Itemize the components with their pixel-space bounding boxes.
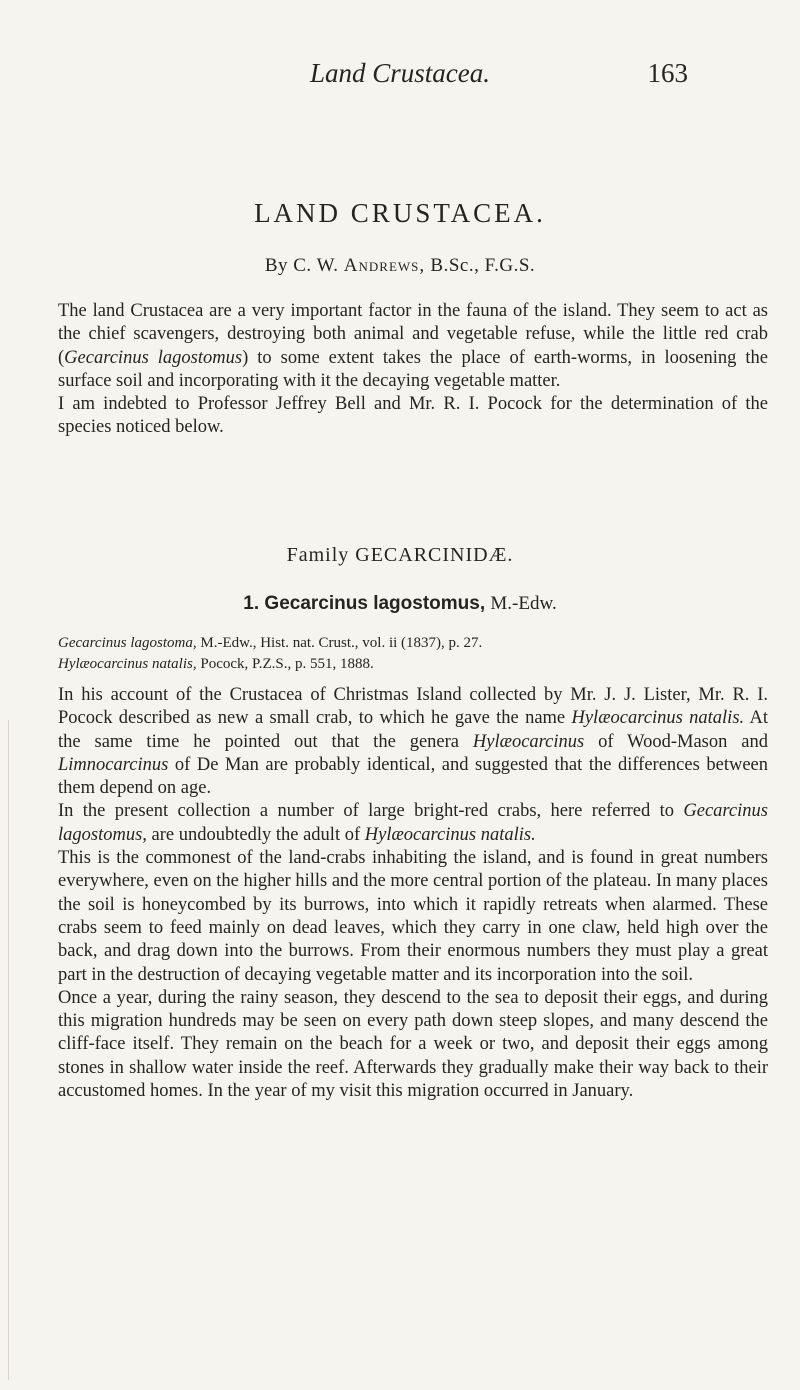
synonym-name: Hylæocarcinus natalis, (58, 656, 197, 672)
synonymy-list (58, 633, 768, 675)
intro-paragraph-1 (58, 300, 768, 393)
byline-author: Andrews, (343, 255, 426, 276)
byline-prefix: By C. W. (264, 255, 339, 276)
body-p1-species-1: Hylæocarcinus natalis. (571, 708, 745, 729)
synonym-citation: Pocock, P.Z.S., p. 551, 1888. (196, 656, 374, 672)
synonymy-entry (58, 654, 768, 675)
body-p1-text-c: of Wood-Mason and (584, 731, 768, 752)
synonymy-entry (58, 633, 768, 654)
intro-text (58, 300, 768, 440)
body-p2-species-1: Gecarcinus lagostomus, (58, 801, 768, 845)
body-p1-text-a: In his account of the Crustacea of Christmas Island collected by Mr. J. J. Lister, Mr. R. I. Pocock described as new a small crab, to which he gave the name (58, 685, 768, 729)
page-edge-shadow (8, 720, 9, 1380)
body-text (58, 684, 768, 1103)
article-title: LAND CRUSTACEA. (254, 198, 546, 228)
body-p1-text-b: At the same time he pointed out that the genera (58, 708, 768, 752)
body-p2-text-a: In the present collection a number of large bright-red crabs, here referred to (58, 801, 684, 822)
body-p2-species-2: Hylæocarcinus natalis. (364, 824, 536, 845)
intro-p1-text-b: ) to some extent takes the place of earth-worms, in loosening the surface soil and incorporating with it the decaying vegetable matter. (58, 347, 768, 391)
body-p1-genus-1: Hylæocarcinus (472, 731, 585, 752)
body-paragraph-3: This is the commonest of the land-crabs inhabiting the island, and is found in great numbers everywhere, even on the higher hills and the more central portion of the plateau. In many places the soil is honeycombed by its burrows, into which it rapidly retreats when alarmed. These crabs seem to feed mainly on dead leaves, which they carry in one claw, held high over the back, and drag down into the burrows. From their enormous numbers they must play a great part in the destruction of decaying vegetable matter and its incorporation into the soil. (58, 848, 768, 985)
family-heading: Family GECARCINIDÆ. (286, 544, 514, 566)
species-name: Gecarcinus lagostomus, (264, 593, 486, 614)
species-number: 1. (243, 593, 260, 614)
body-paragraph-2 (58, 800, 768, 847)
intro-paragraph-2: I am indebted to Professor Jeffrey Bell and Mr. R. I. Pocock for the determination of the species noticed below. (58, 394, 768, 438)
running-title: Land Crustacea. (309, 58, 490, 88)
body-paragraph-1 (58, 684, 768, 800)
byline-suffix: B.Sc., F.G.S. (430, 255, 536, 276)
intro-p1-text-a: The land Crustacea are a very important factor in the fauna of the island. They seem to act as the chief scavengers, destroying both animal and vegetable refuse, while the little red crab ( (58, 301, 768, 368)
body-p1-text-d: of De Man are probably identical, and suggested that the differences between them depend on age. (58, 754, 768, 799)
body-p1-genus-2: Limnocarcinus (58, 754, 169, 775)
body-paragraph-4: Once a year, during the rainy season, they descend to the sea to deposit their eggs, and during this migration hundreds may be seen on every path down steep slopes, and many descend the cliff-face itself. They remain on the beach for a week or two, and deposit their eggs among stones in shallow water inside the reef. Afterwards they gradually make their way back to their accustomed homes. In the year of my visit this migration occurred in January. (58, 987, 768, 1102)
byline (0, 255, 800, 277)
species-authority: M.-Edw. (490, 593, 557, 614)
species-heading (0, 593, 800, 615)
running-head (0, 58, 800, 98)
synonym-name: Gecarcinus lagostoma, (58, 635, 197, 651)
page-number: 163 (647, 58, 688, 88)
synonym-citation: M.-Edw., Hist. nat. Crust., vol. ii (1837), p. 27. (196, 635, 483, 651)
intro-p1-species: Gecarcinus lagostomus (64, 347, 243, 368)
body-p2-text-b: are undoubtedly the adult of (146, 824, 365, 845)
